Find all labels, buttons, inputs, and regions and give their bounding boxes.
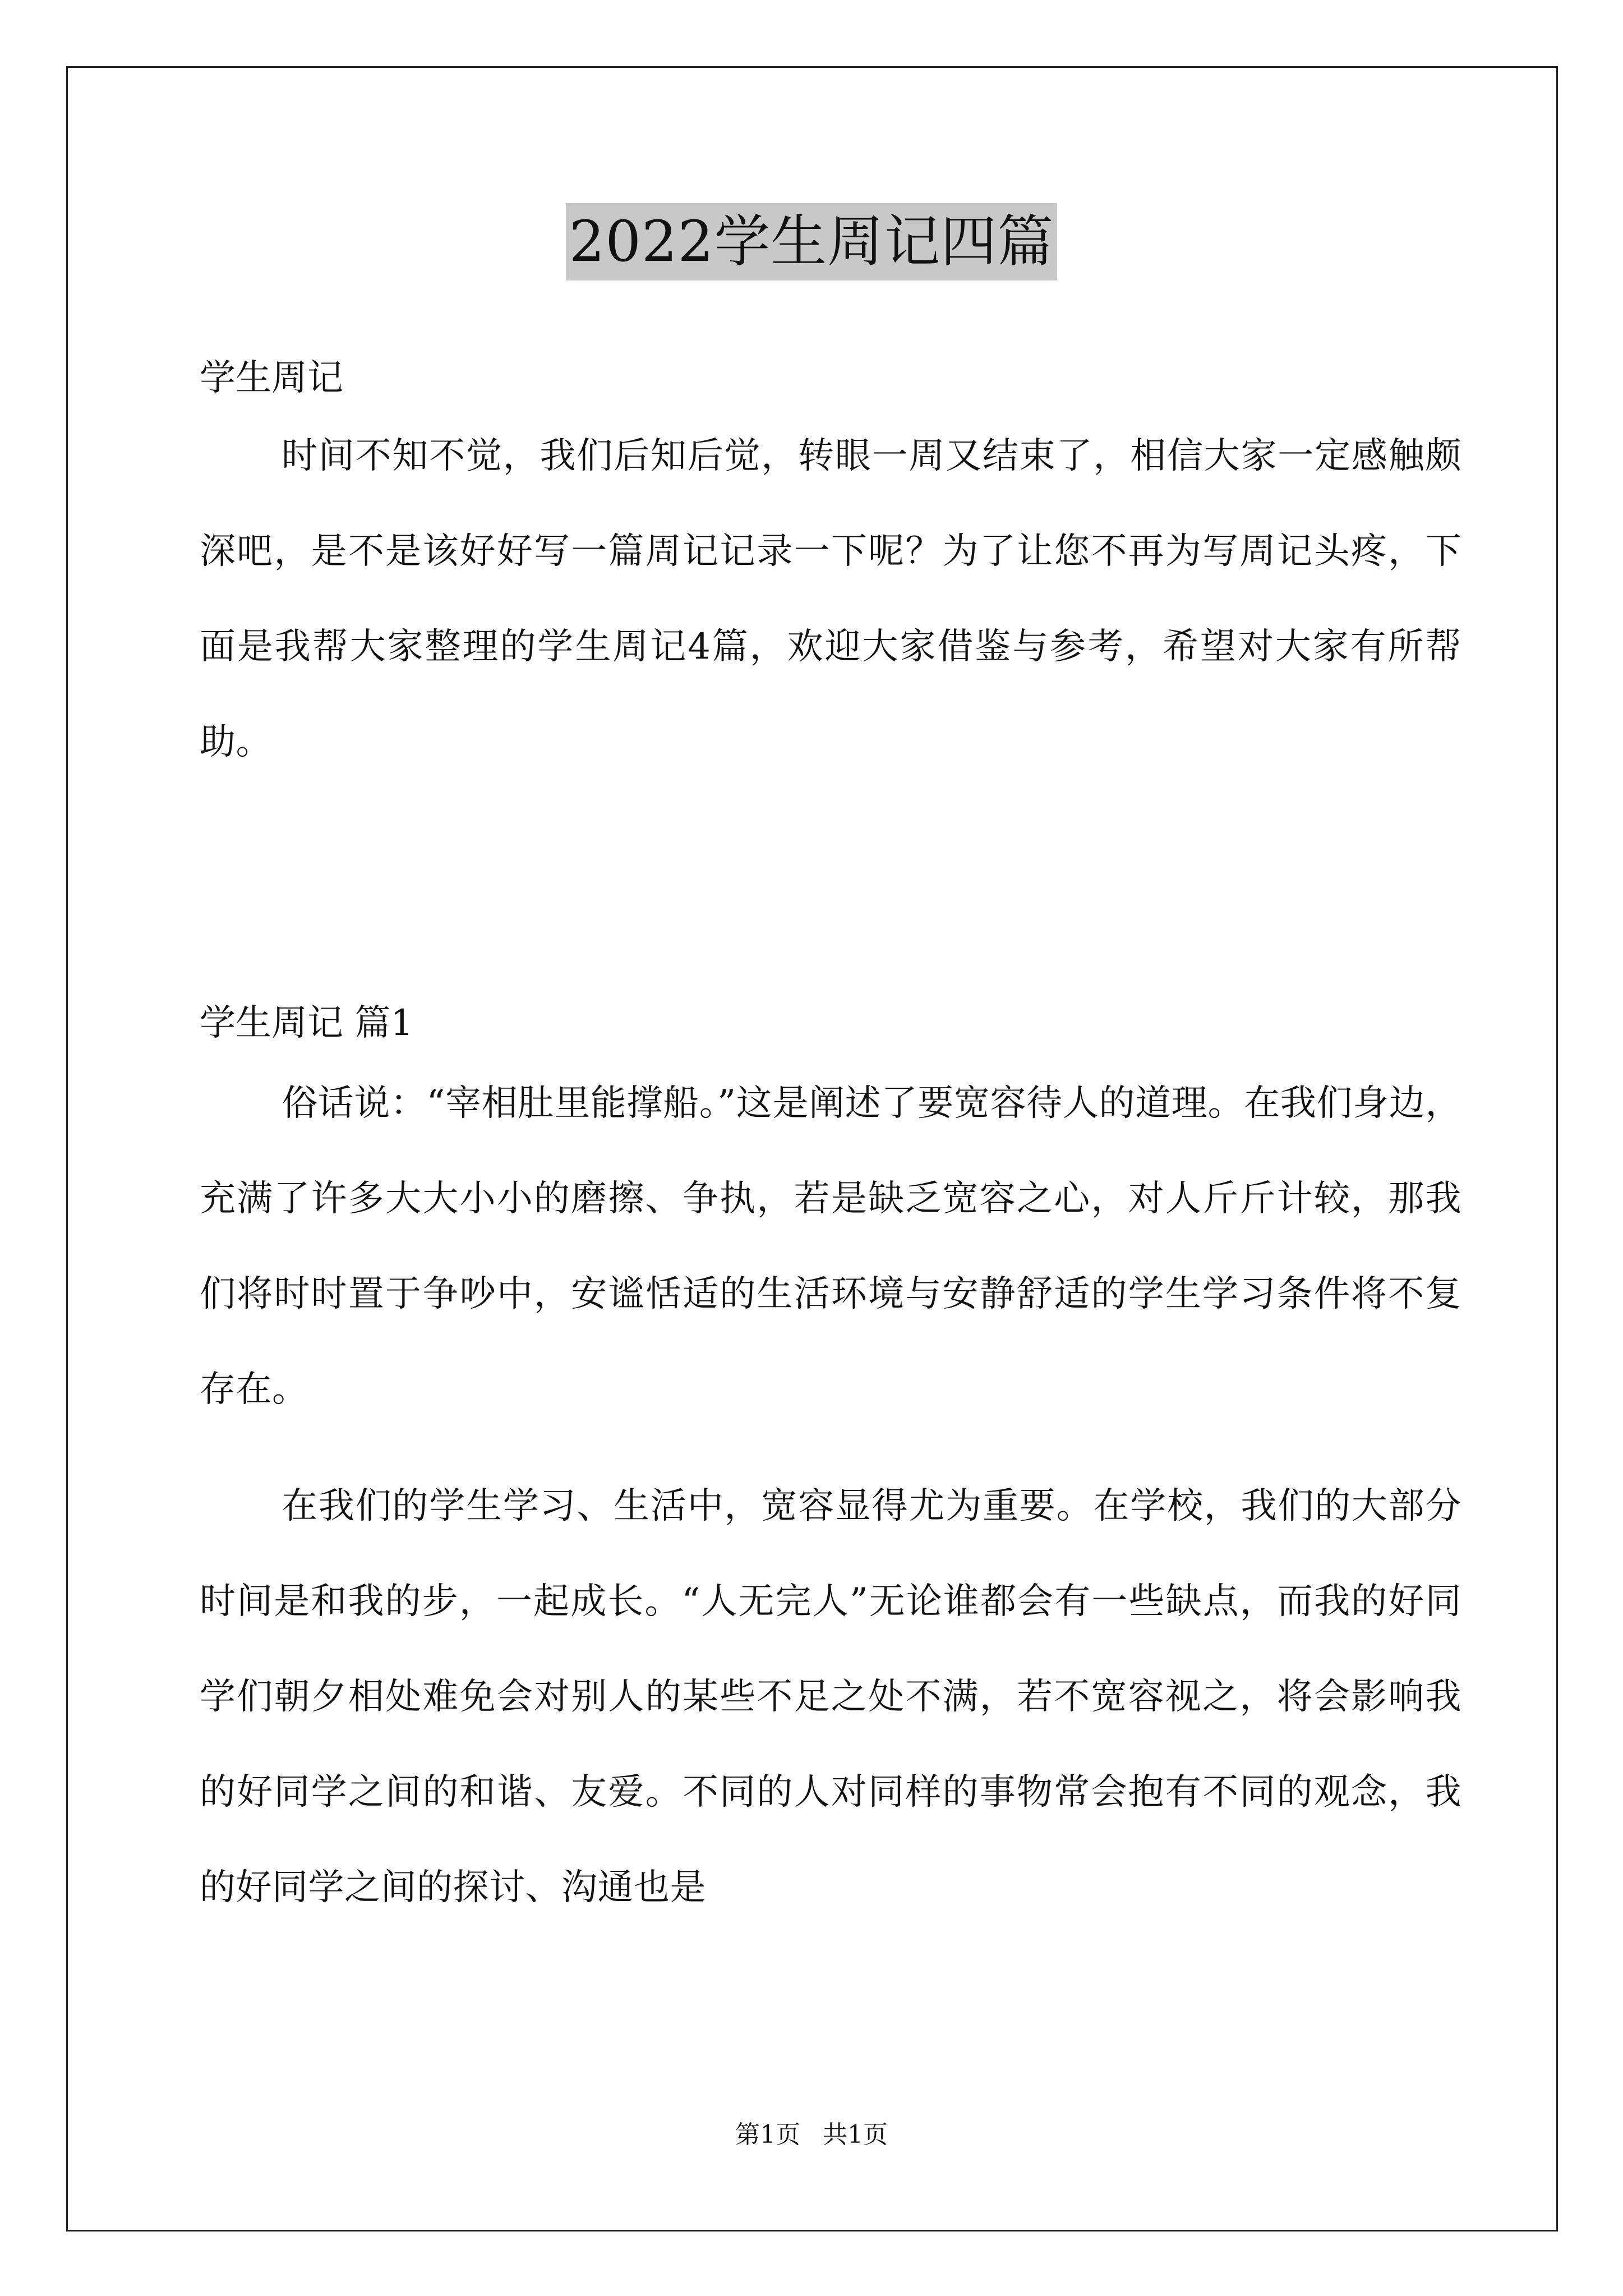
- document-title: 2022学生周记四篇: [566, 203, 1058, 280]
- page-footer: [0, 2118, 1623, 2152]
- section-1-heading: 学生周记 篇1: [200, 1002, 414, 1044]
- title-container: [0, 203, 1623, 280]
- intro-heading: 学生周记: [200, 357, 343, 399]
- section-1-paragraph-1: 俗话说：“宰相肚里能撑船。”这是阐述了要宽容待人的道理。在我们身边，充满了许多大大小小的磨擦、争执，若是缺乏宽容之心，对人斤斤计较，那我们将时时置于争吵中，安谧恬适的生活环境与安静舒适的学生学习条件将不复存在。: [200, 1083, 1461, 1410]
- page-number: 第1页: [735, 2120, 800, 2149]
- page-total: 共1页: [823, 2120, 888, 2149]
- intro-paragraph: 时间不知不觉，我们后知后觉，转眼一周又结束了，相信大家一定感触颇深吧，是不是该好好写一篇周记记录一下呢？为了让您不再为写周记头疼，下面是我帮大家整理的学生周记4篇，欢迎大家借鉴与参考，希望对大家有所帮助。: [200, 435, 1461, 763]
- section-1-paragraph-2: 在我们的学生学习、生活中，宽容显得尤为重要。在学校，我们的大部分时间是和我的步，一起成长。“人无完人”无论谁都会有一些缺点，而我的好同学们朝夕相处难免会对别人的某些不足之处不满，若不宽容视之，将会影响我的好同学之间的和谐、友爱。不同的人对同样的事物常会抱有不同的观念，我的好同学之间的探讨、沟通也是: [200, 1485, 1461, 1908]
